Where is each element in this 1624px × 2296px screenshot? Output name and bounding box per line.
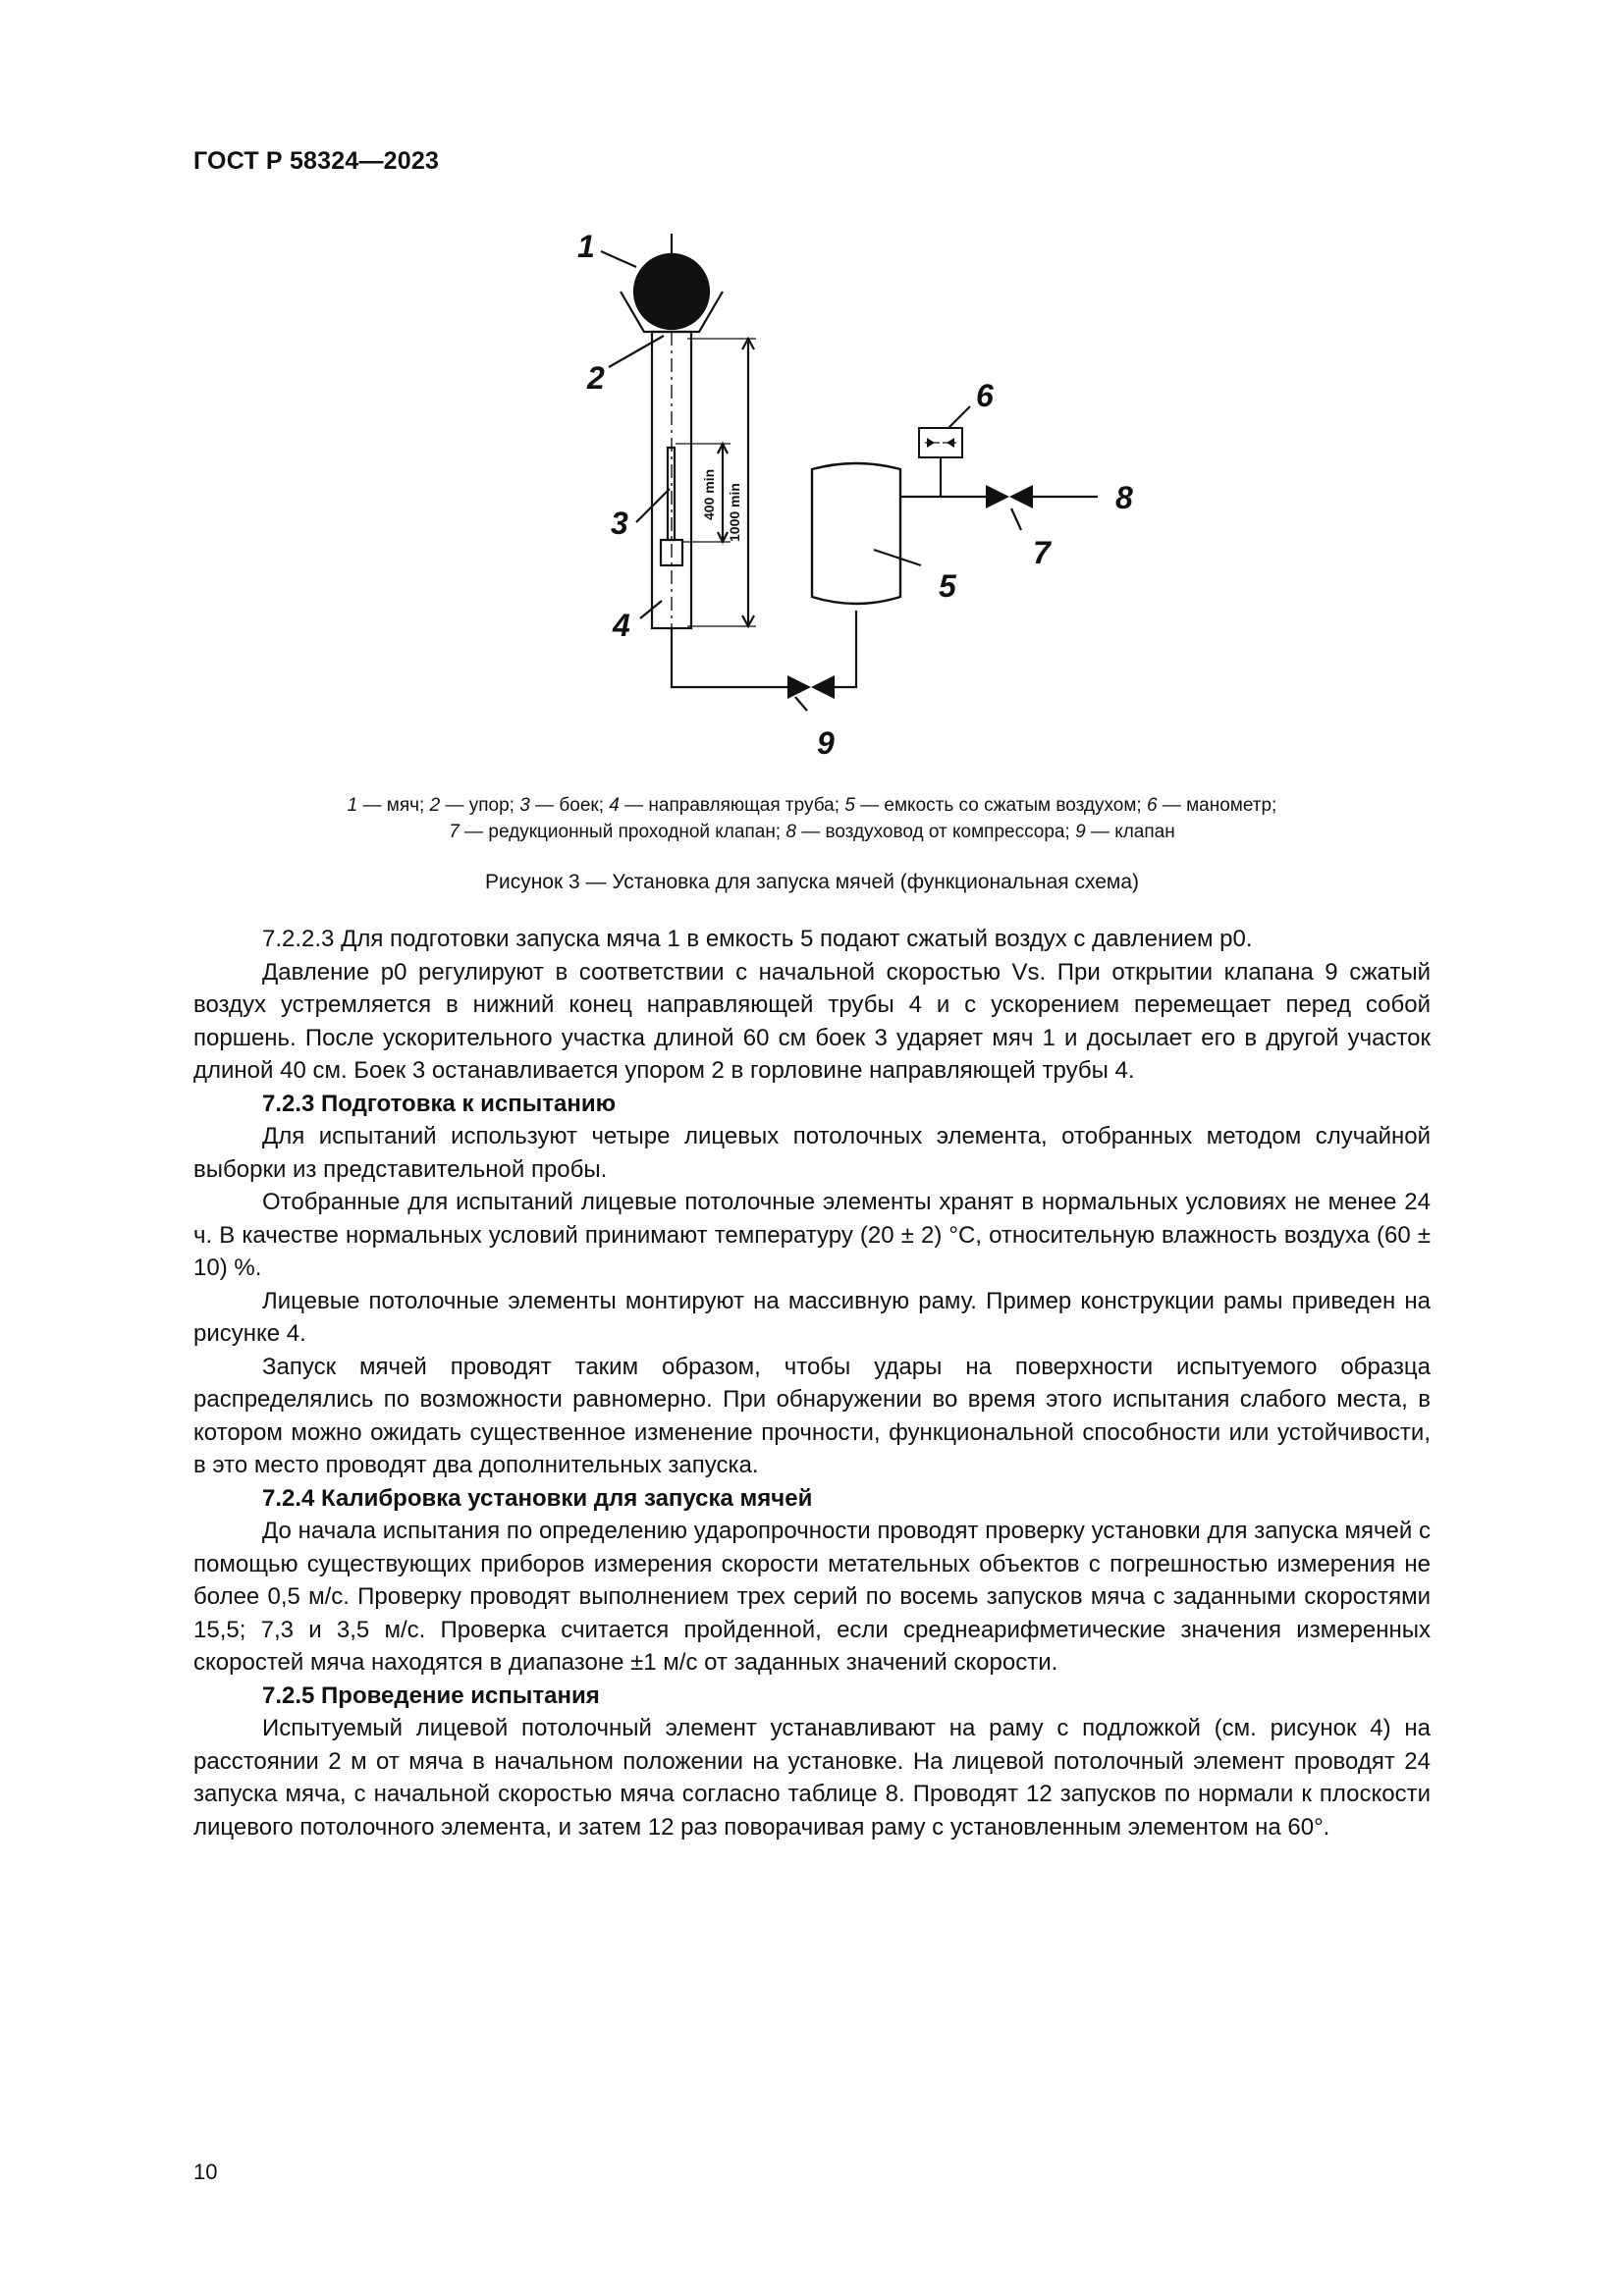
paragraph: Испытуемый лицевой потолочный элемент устанавливают на раму с подложкой (см. рисунок 4) на расстоянии 2 м от мяча в начальном положении на установке. На лицевой потолочный элемент проводят 24 запуска мяча, с начальной скоростью мяча согласно таблице 8. Проводят 12 запусков по нормали к плоскости лицевого потолочного элемента, и затем 12 раз поворачивая раму с установленным элементом на 60°. [193,1715,1431,1841]
label-9: 9 [817,725,835,761]
page-number: 10 [193,2160,218,2184]
paragraph: 7.2.2.3 Для подготовки запуска мяча 1 в емкость 5 подают сжатый воздух с давлением p0. [262,926,1253,952]
paragraph: Давление p0 регулируют в соответствии с начальной скоростью Vs. При открытии клапана 9 сжатый воздух устремляется в нижний конец направляющей трубы 4 и с ускорением перемещает перед собой поршень. После ускорительного участка длиной 60 см боек 3 ударяет мяч 1 и досылает его в другой участок длиной 40 см. Боек 3 останавливается упором 2 в горловине направляющей трубы 4. [193,958,1431,1084]
dim-label-1000: 1000 min [727,483,742,542]
label-5: 5 [939,568,956,604]
label-8: 8 [1115,480,1133,515]
figure-caption: Рисунок 3 — Установка для запуска мячей (функциональная схема) [484,871,1140,893]
pressure-tank [812,463,900,604]
paragraph: Лицевые потолочные элементы монтируют на массивную раму. Пример конструкции рамы приведен на рисунке 4. [193,1287,1431,1347]
label-2: 2 [587,360,605,396]
document-header: ГОСТ Р 58324—2023 [193,147,440,175]
label-7: 7 [1033,535,1051,570]
legend-line-2: 7 — редукционный проходной клапан; 8 — воздуховод от компрессора; 9 — клапан [449,822,1175,842]
valve-9 [787,675,835,699]
paragraph: До начала испытания по определению ударопрочности проводят проверку установки для запуска мячей с помощью существующих приборов измерения скорости метательных объектов с погрешностью измерения не более 0,5 м/с. Проверку проводят выполнением трех серий по восемь запусков мяча с заданными скоростями 15,5; 7,3 и 3,5 м/с. Проверка считается пройденной, если среднеарифметические значения измеренных скоростей мяча находятся в диапазоне ±1 м/с от заданных значений скорости. [193,1518,1431,1676]
ball-launcher-diagram [0,0,1624,785]
figure-legend [193,792,1431,845]
label-4: 4 [613,608,630,643]
paragraph: Для испытаний используют четыре лицевых потолочных элемента, отобранных методом случайной выборки из представительной пробы. [193,1123,1431,1183]
paragraph: Отобранные для испытаний лицевые потолочные элементы хранят в нормальных условиях не менее 24 ч. В качестве нормальных условий принимают температуру (20 ± 2) °С, относительную влажность воздуха (60 ± 10) %. [193,1189,1431,1281]
section-heading-7-2-4: 7.2.4 Калибровка установки для запуска мячей [262,1484,813,1512]
paragraph: Запуск мячей проводят таким образом, чтобы удары на поверхности испытуемого образца распределялись по возможности равномерно. При обнаружении во время этого испытания слабого места, в котором можно ожидать существенное изменение прочности, функциональной способности или устойчивости, в это место проводят два дополнительных запуска. [193,1353,1431,1478]
ball-shape [634,254,709,329]
dim-label-400: 400 min [701,468,717,520]
label-3: 3 [611,506,628,541]
reducing-valve-7 [986,485,1033,508]
section-heading-7-2-5: 7.2.5 Проведение испытания [262,1682,600,1709]
label-1: 1 [577,229,595,264]
legend-line-1: 1 — мяч; 2 — упор; 3 — боек; 4 — направляющая труба; 5 — емкость со сжатым воздухом; 6 — манометр; [347,795,1277,816]
section-heading-7-2-3: 7.2.3 Подготовка к испытанию [262,1090,617,1117]
label-6: 6 [976,378,994,413]
body-text [193,923,1431,1843]
